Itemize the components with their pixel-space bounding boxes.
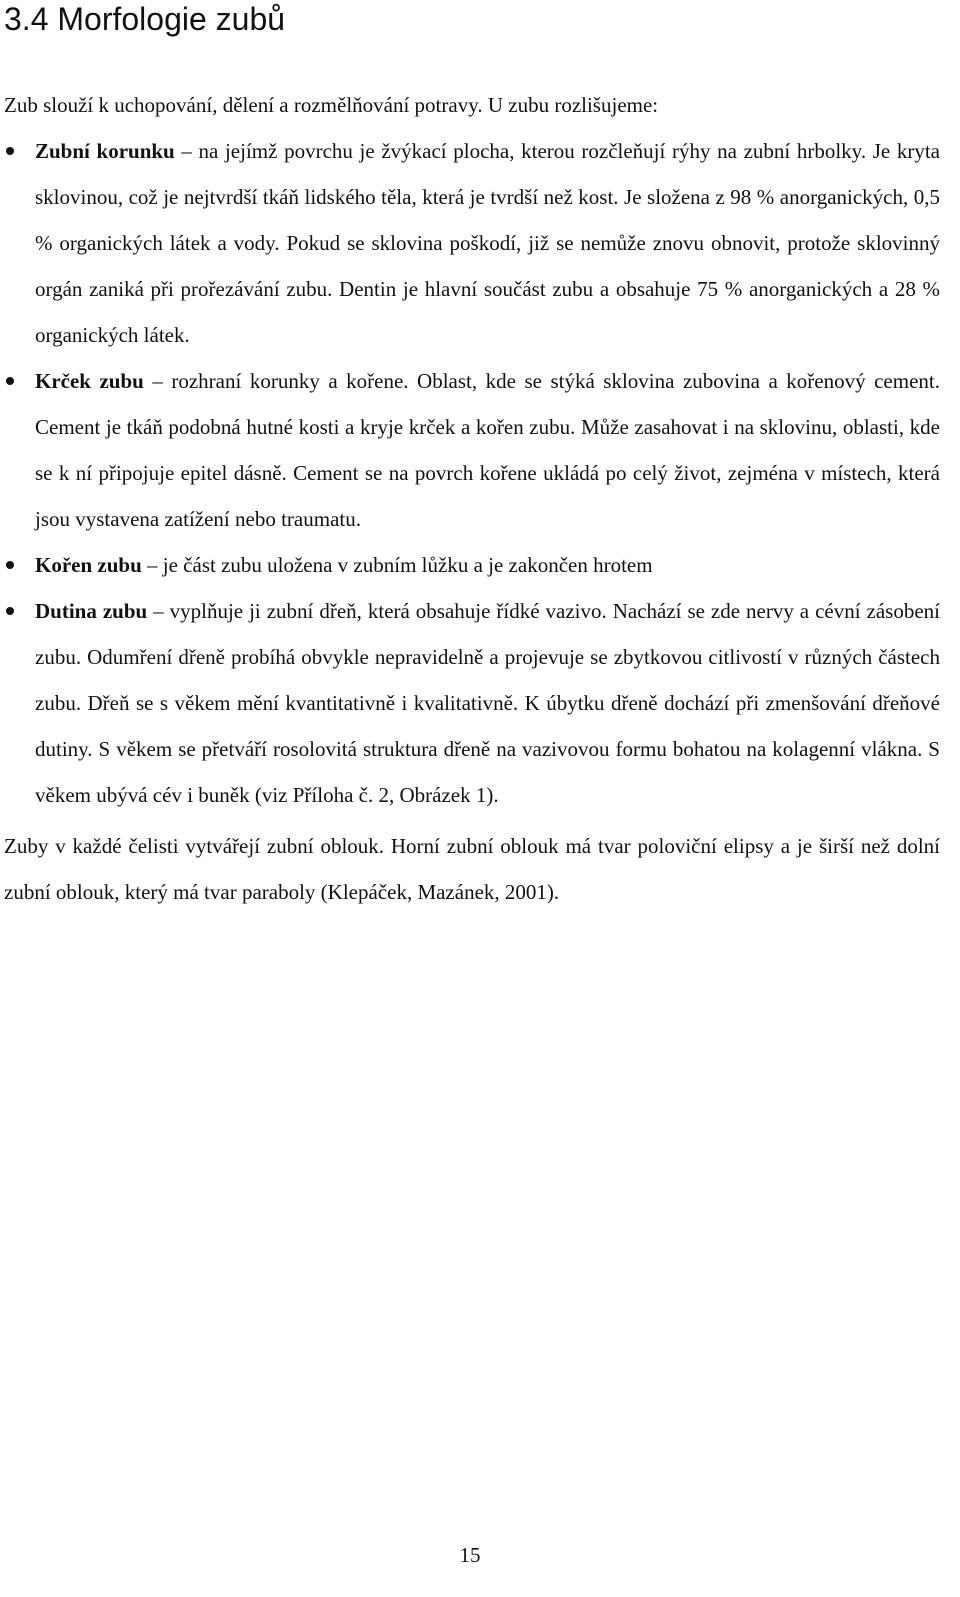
list-item-cavity [4, 588, 940, 818]
description-cavity: – vyplňuje ji zubní dřeň, která obsahuje řídké vazivo. Nachází se zde nervy a cévní zásobení zubu. Odumření dřeně probíhá obvykle nepravidelně a projevuje se zbytkovou citlivostí v různých částech zubu. Dřeň se s věkem mění kvantitativně i kvalitativně. K úbytku dřeně dochází při zmenšování dřeňové dutiny. S věkem se přetváří rosolovitá struktura dřeně na vazivovou formu bohatou na kolagenní vlákna. S věkem ubývá cév i buněk (viz Příloha č. 2, Obrázek 1). [35, 599, 940, 807]
bullet-icon [6, 377, 14, 385]
bullet-icon [6, 561, 14, 569]
page-number: 15 [459, 1543, 481, 1567]
description-crown: – na jejímž povrchu je žvýkací plocha, kterou rozčleňují rýhy na zubní hrbolky. Je kryta sklovinou, což je nejtvrdší tkáň lidského těla, která je tvrdší než kost. Je složena z 98 % anorganických, 0,5 % organických látek a vody. Pokud se sklovina poškodí, již se nemůže znovu obnovit, protože sklovinný orgán zaniká při prořezávání zubu. Dentin je hlavní součást zubu a obsahuje 75 % anorganických a 28 % organických látek. [35, 139, 940, 347]
section-heading: 3.4 Morfologie zubů [4, 1, 286, 37]
term-cavity: Dutina zubu [35, 599, 148, 623]
bullet-icon [6, 607, 14, 615]
intro-paragraph: Zub slouží k uchopování, dělení a rozmělňování potravy. U zubu rozlišujeme: [4, 93, 659, 117]
list-item-crown [4, 128, 940, 358]
description-neck: – rozhraní korunky a kořene. Oblast, kde se stýká sklovina zubovina a kořenový cement. Cement je tkáň podobná hutné kosti a kryje krček a kořen zubu. Může zasahovat i na sklovinu, oblasti, kde se k ní připojuje epitel dásně. Cement se na povrch kořene ukládá po celý život, zejména v místech, která jsou vystavena zatížení nebo traumatu. [35, 369, 940, 531]
bullet-icon [6, 147, 14, 155]
term-root: Kořen zubu [35, 553, 142, 577]
list-item-root [4, 542, 940, 588]
list-item-neck [4, 358, 940, 542]
closing-paragraph: Zuby v každé čelisti vytvářejí zubní oblouk. Horní zubní oblouk má tvar poloviční elipsy a je širší než dolní zubní oblouk, který má tvar paraboly (Klepáček, Mazánek, 2001). [4, 834, 940, 904]
document-page [4, 0, 940, 915]
term-neck: Krček zubu [35, 369, 144, 393]
tooth-parts-list [4, 128, 940, 818]
term-crown: Zubní korunku [35, 139, 175, 163]
description-root: – je část zubu uložena v zubním lůžku a je zakončen hrotem [141, 553, 653, 577]
